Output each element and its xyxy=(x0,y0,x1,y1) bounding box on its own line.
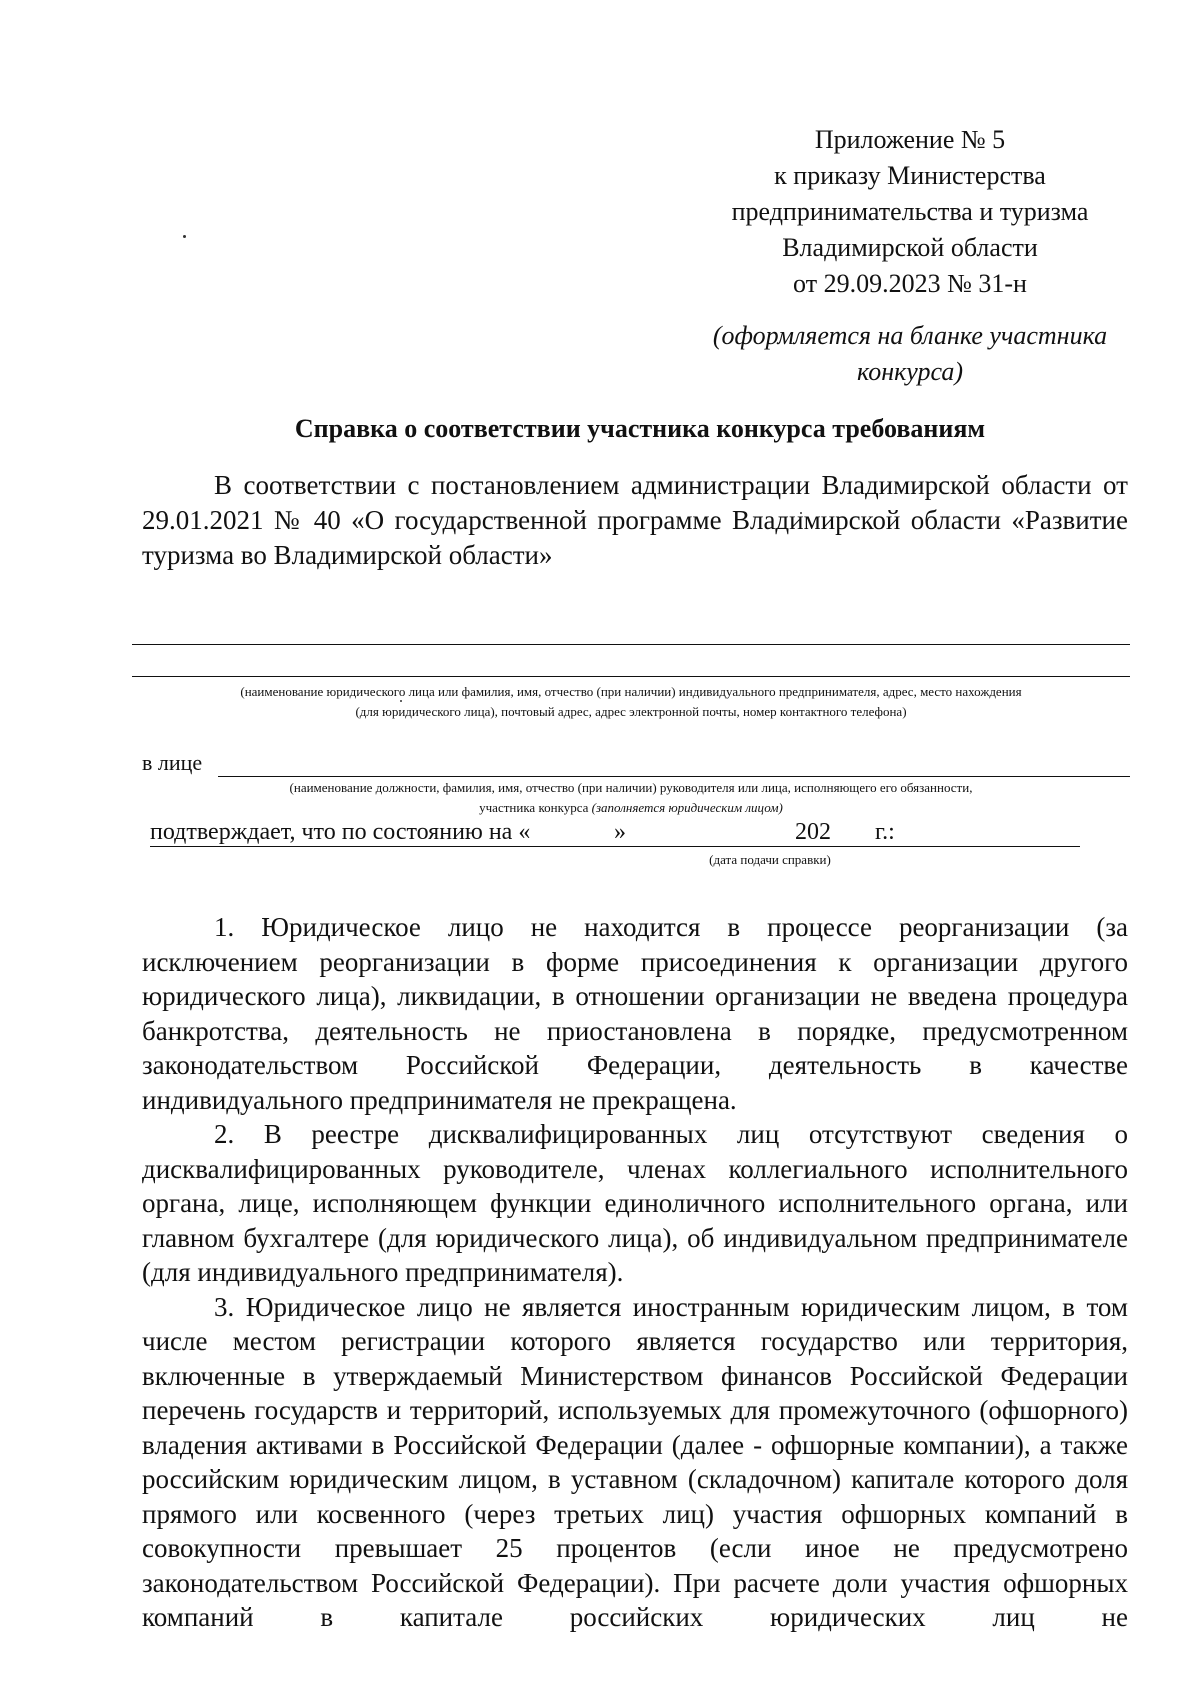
requirement-item-1: 1. Юридическое лицо не находится в процессе реорганизации (за исключением реорганизации в форме присоединения к организации другого юридического лица), ликвидации, в отношении организации не введена процедура банкротства, деятельность не приостановлена в порядке, предусмотренном законодательством Российской Федерации, деятельность в качестве индивидуального предпринимателя не прекращена. xyxy=(142,912,1128,1115)
requirement-item-2: 2. В реестре дисквалифицированных лиц отсутствуют сведения о дисквалифицированных руководителе, членах коллегиального исполнительного органа, лице, исполняющем функции единоличного исполнительного органа, или главном бухгалтере (для юридического лица), об индивидуальном предпринимателе (для индивидуального предпринимателя). xyxy=(142,1119,1128,1287)
representative-caption-line1: (наименование должности, фамилия, имя, отчество (при наличии) руководителя или лица, исполняющего его обязанности, xyxy=(289,780,973,795)
form-note xyxy=(690,318,1130,390)
date-caption: (дата подачи справки) xyxy=(709,852,831,867)
annex-number: Приложение № 5 xyxy=(814,125,1006,154)
representative-caption-text: участника конкурса xyxy=(479,800,589,815)
date-fill-line xyxy=(150,846,1080,847)
form-note-line1: (оформляется на бланке участника xyxy=(712,321,1108,350)
annex-order-ref: к приказу Министерства xyxy=(774,161,1046,190)
requirement-item-3: 3. Юридическое лицо не является иностранным юридическим лицом, в том числе местом регистрации которого является государство или территория, включенные в утверждаемый Министерством финансов Российской Федерации перечень государств и территорий, используемых для промежуточного (офшорного) владения активами в Российской Федерации (далее - офшорные компании), а также российским юридическим лицом, в уставном (складочном) капитале которого доля прямого или косвенного (через третьих лиц) участия офшорных компаний в совокупности превышает 25 процентов (если иное не предусмотрено законодательством Российской Федерации). При расчете доли участия офшорных компаний в капитале российских юридических лиц не xyxy=(142,1291,1128,1632)
annex-date-number: от 29.09.2023 № 31-н xyxy=(793,269,1027,298)
annex-region: Владимирской области xyxy=(782,233,1038,262)
confirm-text: подтверждает, что по состоянию на « xyxy=(150,819,531,845)
applicant-caption-line2: (для юридического лица), почтовый адрес, адрес электронной почты, номер контактного телефона) xyxy=(355,704,907,719)
intro-paragraph: В соответствии с постановлением администрации Владимирской области от 29.01.2021 № 40 «О государственной программе Владимирской области «Развитие туризма во Владимирской области» xyxy=(142,470,1128,570)
confirm-year: 202 xyxy=(795,819,831,845)
annex-header xyxy=(690,122,1130,302)
annex-ministry: предпринимательства и туризма xyxy=(731,197,1089,226)
applicant-fill-line-1 xyxy=(132,644,1130,645)
applicant-fill-line-2 xyxy=(132,676,1130,677)
confirm-quote-close: » xyxy=(614,819,626,845)
representative-caption-italic: (заполняется юридическим лицом) xyxy=(591,800,783,815)
requirements-list xyxy=(142,910,1128,1635)
applicant-caption xyxy=(132,682,1130,722)
representative-fill-line xyxy=(218,776,1130,777)
confirm-year-suffix: г.: xyxy=(875,819,895,845)
scan-speck xyxy=(183,235,186,238)
document-title: Справка о соответствии участника конкурса требованиям xyxy=(294,414,986,443)
representative-caption xyxy=(132,778,1130,818)
applicant-caption-line1: (наименование юридического лица или фамилия, имя, отчество (при наличии) индивидуального предпринимателя, адрес, место нахождения xyxy=(240,684,1022,699)
representative-label: в лице xyxy=(142,750,203,775)
representative-caption-line2 xyxy=(132,798,1130,818)
form-note-line2: конкурса) xyxy=(857,357,963,386)
